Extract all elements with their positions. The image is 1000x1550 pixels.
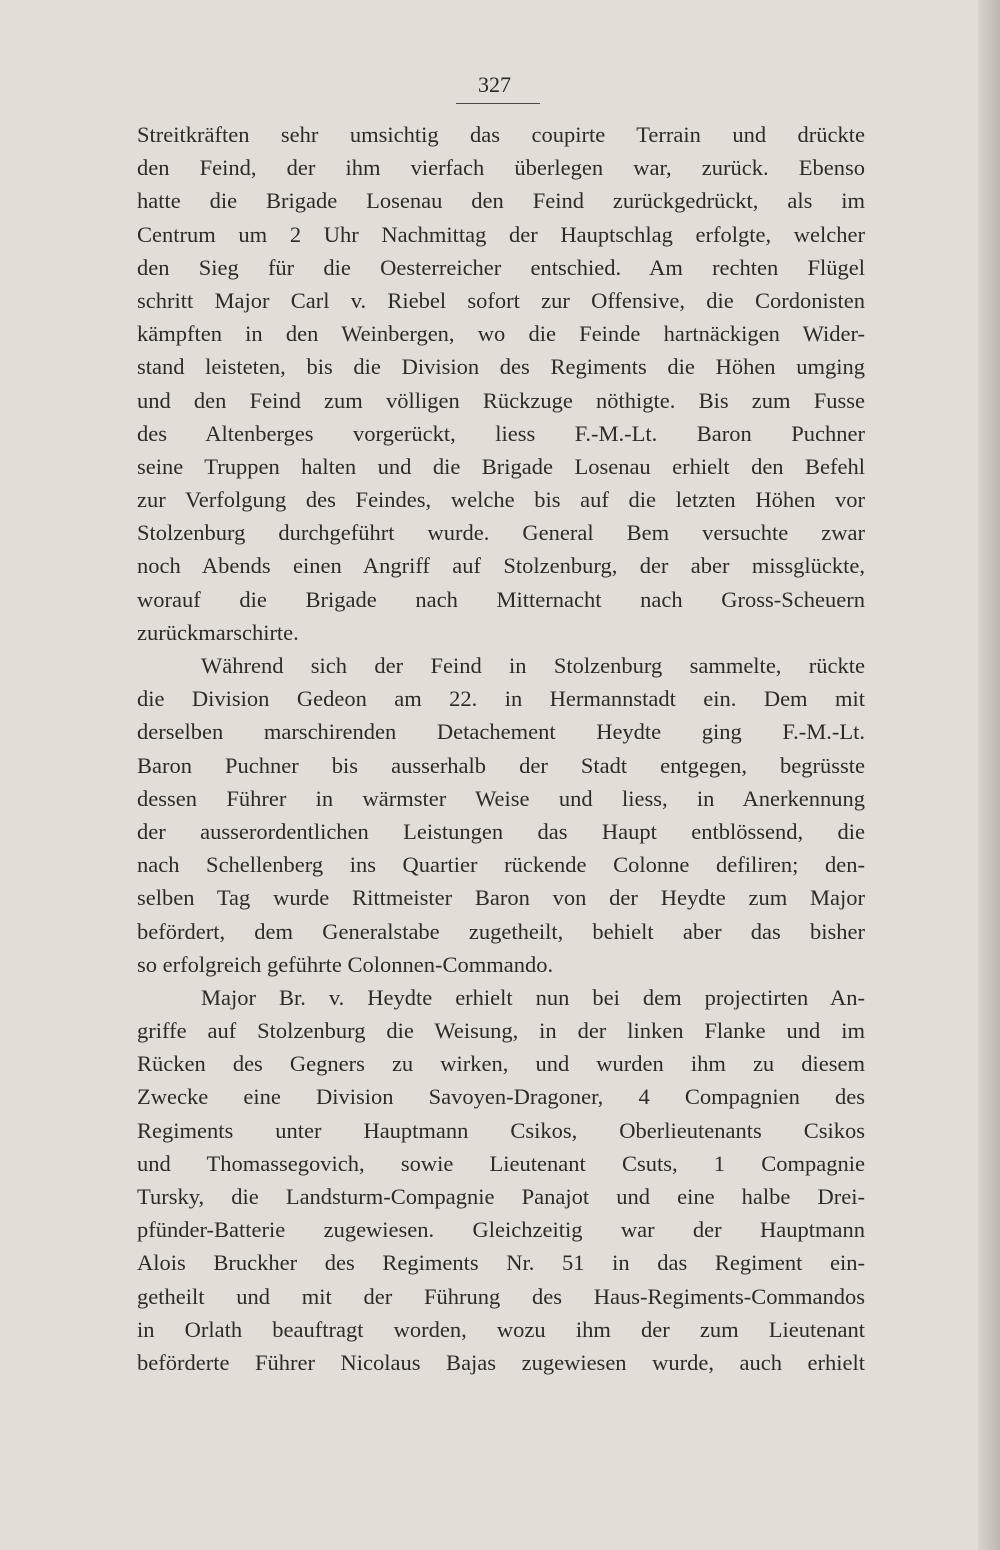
text-line: und Thomassegovich, sowie Lieutenant Csuts, 1 Compagnie: [137, 1150, 865, 1176]
paragraph: [137, 118, 865, 649]
page-number-rule: [456, 103, 540, 104]
text-line: Major Br. v. Heydte erhielt nun bei dem projectirten An-: [201, 984, 865, 1010]
text-line: den Sieg für die Oesterreicher entschied. Am rechten Flügel: [137, 254, 865, 280]
text-line: den Feind, der ihm vierfach überlegen war, zurück. Ebenso: [137, 155, 865, 181]
paragraph: [137, 649, 865, 981]
text-line: selben Tag wurde Rittmeister Baron von der Heydte zum Major: [137, 885, 865, 911]
text-line: des Altenberges vorgerückt, liess F.-M.-Lt. Baron Puchner: [137, 420, 865, 446]
text-line: der ausserordentlichen Leistungen das Haupt entblössend, die: [137, 818, 865, 844]
text-line: Centrum um 2 Uhr Nachmittag der Hauptschlag erfolgte, welcher: [137, 221, 865, 247]
text-line: Während sich der Feind in Stolzenburg sammelte, rückte: [201, 653, 865, 678]
text-line: zurückmarschirte.: [137, 619, 299, 645]
text-line: Regiments unter Hauptmann Csikos, Oberlieutenants Csikos: [137, 1117, 865, 1143]
text-line: befördert, dem Generalstabe zugetheilt, behielt aber das bisher: [137, 918, 865, 944]
text-line: so erfolgreich geführte Colonnen-Commando.: [137, 951, 554, 977]
text-line: stand leisteten, bis die Division des Regiments die Höhen umging: [137, 354, 865, 380]
text-line: griffe auf Stolzenburg die Weisung, in der linken Flanke und im: [137, 1018, 865, 1044]
text-line: Streitkräften sehr umsichtig das coupirte Terrain und drückte: [137, 122, 865, 147]
body-text: [137, 118, 865, 1379]
text-line: zur Verfolgung des Feindes, welche bis auf die letzten Höhen vor: [137, 487, 865, 513]
page-edge-shadow: [978, 0, 1000, 1550]
text-line: seine Truppen halten und die Brigade Losenau erhielt den Befehl: [137, 453, 865, 479]
text-line: Alois Bruckher des Regiments Nr. 51 in das Regiment ein-: [137, 1250, 865, 1276]
text-line: pfünder-Batterie zugewiesen. Gleichzeitig war der Hauptmann: [137, 1217, 865, 1243]
text-line: nach Schellenberg ins Quartier rückende Colonne defiliren; den-: [137, 852, 865, 878]
text-line: derselben marschirenden Detachement Heydte ging F.-M.-Lt.: [137, 719, 865, 745]
text-line: Baron Puchner bis ausserhalb der Stadt entgegen, begrüsste: [137, 752, 865, 778]
text-line: getheilt und mit der Führung des Haus-Regiments-Commandos: [137, 1283, 865, 1309]
text-line: Tursky, die Landsturm-Compagnie Panajot und eine halbe Drei-: [137, 1184, 865, 1209]
text-line: hatte die Brigade Losenau den Feind zurückgedrückt, als im: [137, 188, 865, 214]
text-line: in Orlath beauftragt worden, wozu ihm der zum Lieutenant: [137, 1316, 865, 1342]
text-line: worauf die Brigade nach Mitternacht nach Gross-Scheuern: [137, 586, 865, 612]
text-line: und den Feind zum völligen Rückzuge nöthigte. Bis zum Fusse: [137, 387, 865, 413]
text-line: kämpften in den Weinbergen, wo die Feinde hartnäckigen Wider-: [137, 321, 865, 347]
text-line: die Division Gedeon am 22. in Hermannstadt ein. Dem mit: [137, 686, 865, 712]
text-line: noch Abends einen Angriff auf Stolzenburg, der aber missglückte,: [137, 553, 865, 579]
text-line: dessen Führer in wärmster Weise und liess, in Anerkennung: [137, 785, 865, 811]
text-line: schritt Major Carl v. Riebel sofort zur Offensive, die Cordonisten: [137, 287, 865, 313]
paragraph: [137, 981, 865, 1379]
page-number: 327: [478, 72, 511, 97]
text-line: Zwecke eine Division Savoyen-Dragoner, 4 Compagnien des: [137, 1084, 865, 1110]
text-line: beförderte Führer Nicolaus Bajas zugewiesen wurde, auch erhielt: [137, 1349, 865, 1375]
text-line: Stolzenburg durchgeführt wurde. General Bem versuchte zwar: [137, 520, 865, 546]
text-line: Rücken des Gegners zu wirken, und wurden ihm zu diesem: [137, 1051, 865, 1077]
